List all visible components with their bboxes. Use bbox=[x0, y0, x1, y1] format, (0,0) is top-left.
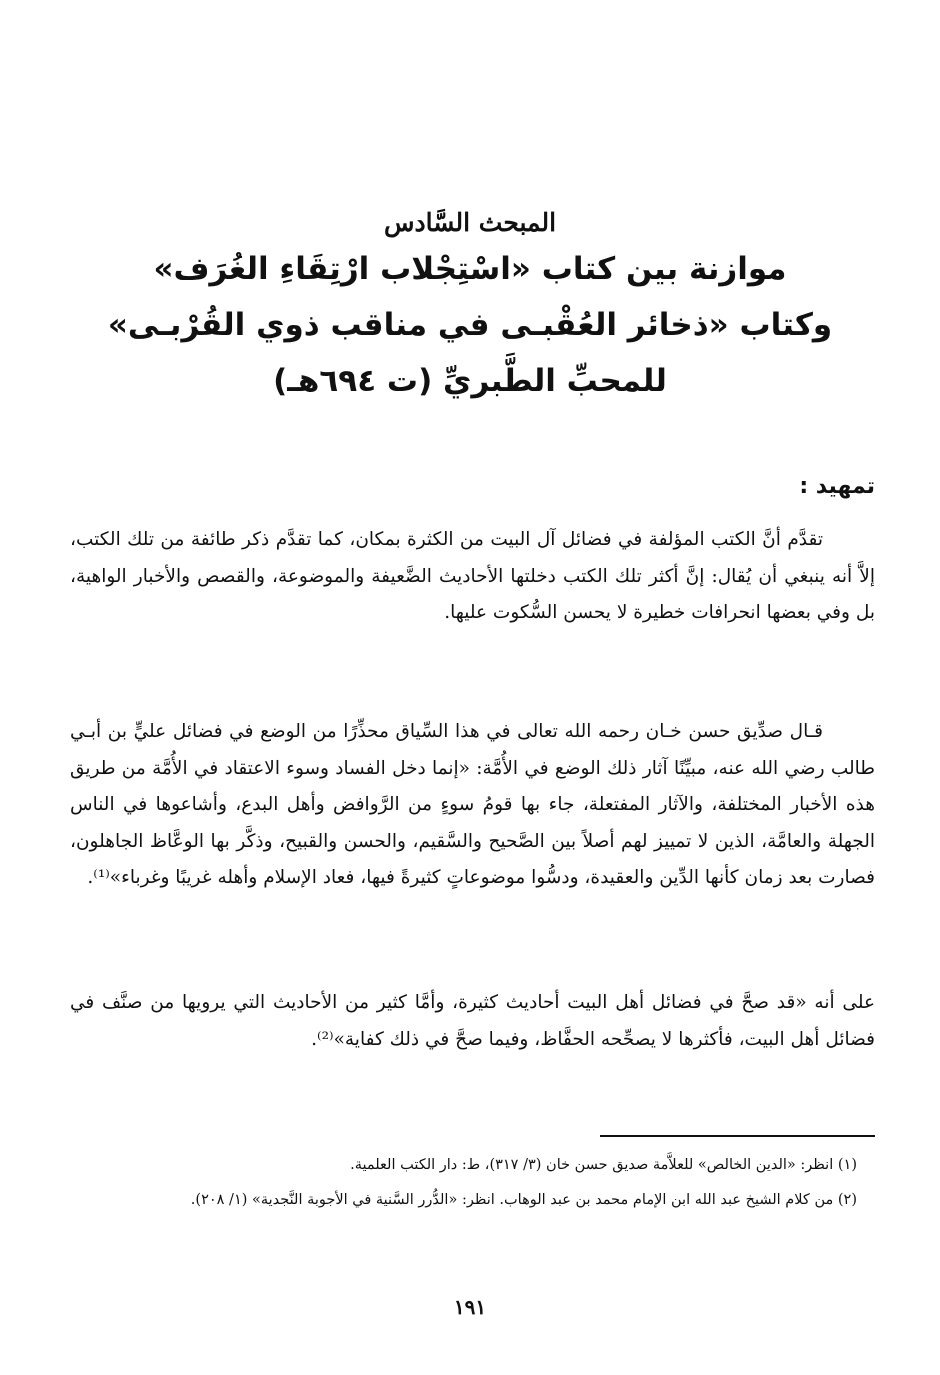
intro-heading: تمهيد : bbox=[799, 474, 875, 499]
chapter-heading bbox=[80, 205, 860, 409]
body-paragraph-2: قـال صدِّيق حسن خـان رحمه الله تعالى في هذا السِّياق محذِّرًا من الوضع في فضائل عليٍّ بن أبـي طالب رضي الله عنه، مبيِّنًا آثار ذلك الوضع في الأُمَّة: «إنما دخل الفساد وسوء الاعتقاد في الأُمَّة من طريق هذه الأخبار المختلفة، والآثار المفتعلة، جاء بها قومُ سوءٍ من الرَّوافض وأهل البدع، وأشاعوها في الناس الجهلة والعامَّة، الذين لا تمييز لهم أصلاً بين الصَّحيح والسَّقيم، والحسن والقبيح، وذكَّر بها الوعَّاظ الجاهلون، فصارت بعد زمان كأنها الدِّين والعقيدة، ودسُّوا موضوعاتٍ كثيرةً فيها، فعاد الإسلام وأهله غريبًا وغرباء»⁽¹⁾. bbox=[70, 721, 875, 888]
chapter-title-line-3: للمحبِّ الطَّبريِّ (ت ٦٩٤هـ) bbox=[273, 363, 667, 399]
chapter-title-line-2: وكتاب «ذخائر العُقْبـى في مناقب ذوي القُرْبـى» bbox=[107, 307, 833, 343]
page-number: ١٩١ bbox=[453, 1295, 487, 1319]
section-label: المبحث السَّادس bbox=[383, 208, 557, 237]
footnote-divider bbox=[600, 1135, 875, 1137]
footnote-1: (١) انظر: «الدين الخالص» للعلاَّمة صديق حسن خان (٣/ ٣١٧)، ط: دار الكتب العلمية. bbox=[350, 1157, 857, 1173]
footnote-2: (٢) من كلام الشيخ عبد الله ابن الإمام محمد بن عبد الوهاب. انظر: «الدُّرر السَّنية في الأجوبة النَّجدية» (١/ ٢٠٨). bbox=[190, 1192, 857, 1208]
chapter-title-line-1: موازنة بين كتاب «اسْتِجْلاب ارْتِقَاءِ الغُرَف» bbox=[153, 251, 787, 287]
body-paragraph-3: على أنه «قد صحَّ في فضائل أهل البيت أحاديث كثيرة، وأمَّا كثير من الأحاديث التي يرويها من صنَّف في فضائل أهل البيت، فأكثرها لا يصحِّحه الحفَّاظ، وفيما صحَّ في ذلك كفاية»⁽²⁾. bbox=[70, 992, 875, 1050]
body-paragraph-1: تقدَّم أنَّ الكتب المؤلفة في فضائل آل البيت من الكثرة بمكان، كما تقدَّم ذكر طائفة من تلك الكتب، إلاَّ أنه ينبغي أن يُقال: إنَّ أكثر تلك الكتب دخلتها الأحاديث الضَّعيفة والموضوعة، والقصص والأخبار الواهية، بل وفي بعضها انحرافات خطيرة لا يحسن السُّكوت عليها. bbox=[70, 529, 875, 623]
